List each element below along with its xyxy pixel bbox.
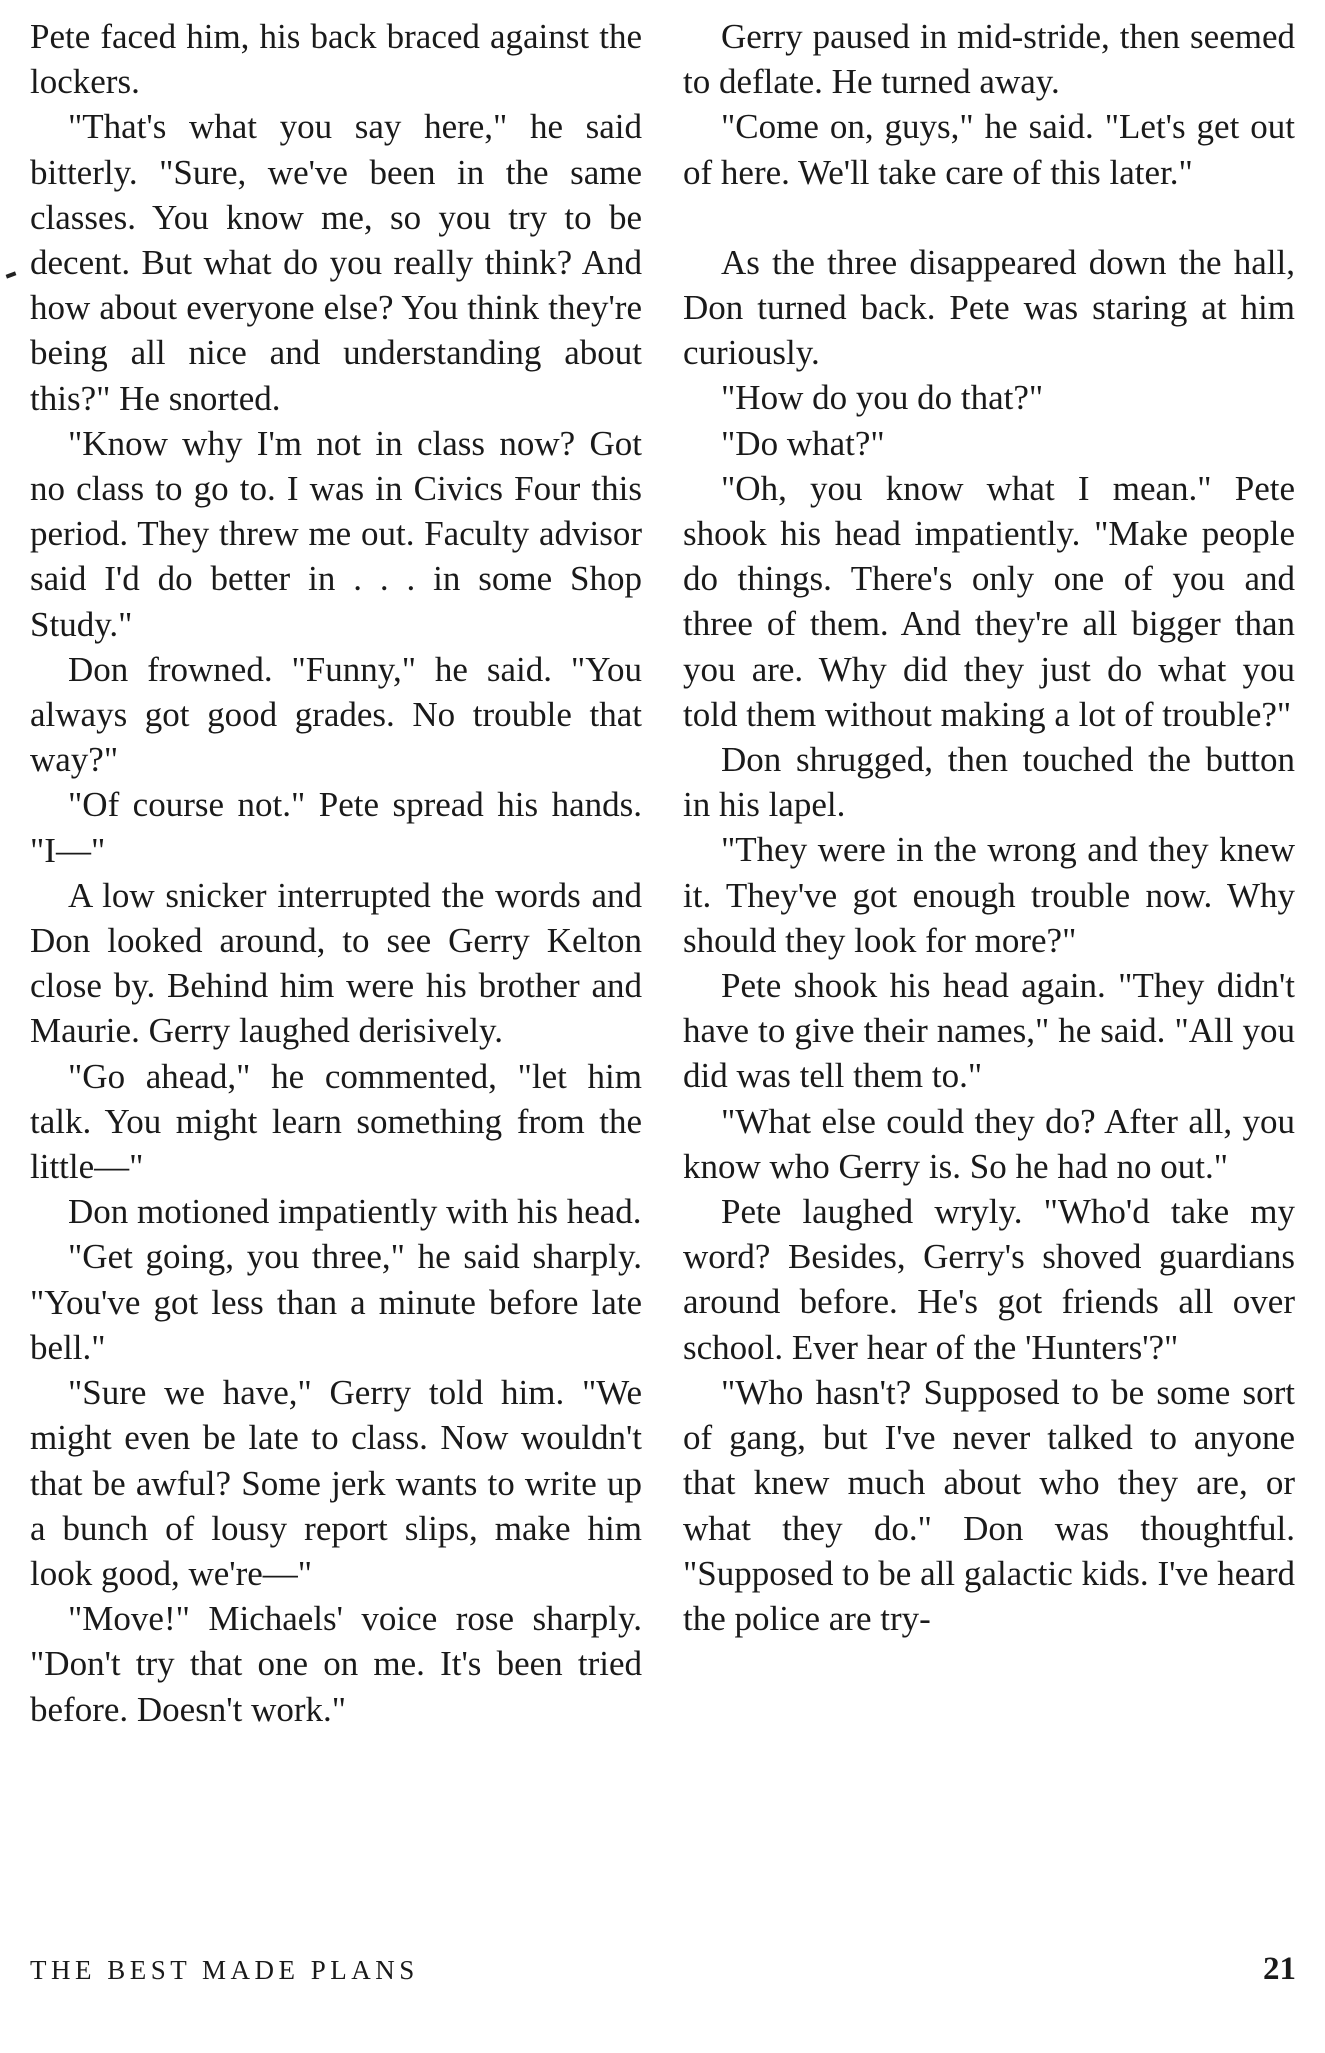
paragraph: As the three disappeared down the hall, Don turned back. Pete was staring at him curiously. — [683, 242, 1295, 373]
paragraph: "Go ahead," he commented, "let him talk. You might learn something from the little—" — [30, 1056, 642, 1187]
paragraph: "What else could they do? After all, you know who Gerry is. So he had no out." — [683, 1101, 1295, 1186]
paragraph: Don shrugged, then touched the button in his lapel. — [683, 740, 1295, 825]
paragraph: Gerry paused in mid-stride, then seemed to deflate. He turned away. — [683, 17, 1295, 102]
paragraph: Pete shook his head again. "They didn't have to give their names," he said. "All you did was tell them to." — [683, 966, 1295, 1096]
paragraph: Pete faced him, his back braced against the lockers. — [30, 17, 642, 102]
left-text-column — [30, 14, 642, 1732]
paragraph: "How do you do that?" — [721, 378, 1044, 418]
paragraph: Pete laughed wryly. "Who'd take my word? Besides, Gerry's shoved guardians around before. He's got friends all over school. Ever hear of the 'Hunters'?" — [683, 1192, 1295, 1367]
paragraph: "Come on, guys," he said. "Let's get out of here. We'll take care of this later." — [683, 107, 1295, 192]
paragraph: "Move!" Michaels' voice rose sharply. "Don't try that one on me. It's been tried before. Doesn't work." — [30, 1599, 642, 1729]
page-footer — [30, 1951, 1296, 1995]
paragraph: A low snicker interrupted the words and Don looked around, to see Gerry Kelton close by. Behind him were his brother and Maurie. Gerry laughed derisively. — [30, 875, 642, 1051]
paragraph: "Know why I'm not in class now? Got no class to go to. I was in Civics Four this period. They threw me out. Faculty advisor said I'd do better in . . . in some Shop Study." — [30, 423, 642, 644]
paragraph: Don motioned impatiently with his head. — [68, 1192, 642, 1232]
stray-ink-mark — [6, 271, 17, 278]
running-title: THE BEST MADE PLANS — [30, 1955, 419, 1985]
paragraph: "Who hasn't? Supposed to be some sort of gang, but I've never talked to anyone that knew much about who they are, or what they do." Don was thoughtful. "Supposed to be all galactic kids. I've heard the police are try- — [683, 1372, 1295, 1638]
right-text-column — [683, 14, 1295, 1641]
paragraph: Don frowned. "Funny," he said. "You always got good grades. No trouble that way?" — [30, 649, 642, 780]
paragraph: "Do what?" — [721, 423, 885, 463]
page-number: 21 — [1263, 1951, 1296, 1987]
paragraph: "Get going, you three," he said sharply. "You've got less than a minute before late bell." — [30, 1237, 642, 1367]
paragraph: "Of course not." Pete spread his hands. "I—" — [30, 785, 642, 870]
paragraph: "Sure we have," Gerry told him. "We might even be late to class. Now wouldn't that be awful? Some jerk wants to write up a bunch of lousy report slips, make him look good, we're—" — [30, 1373, 642, 1593]
paragraph: "That's what you say here," he said bitterly. "Sure, we've been in the same classes. You know me, so you try to be decent. But what do you really think? And how about everyone else? You think they're being all nice and understanding about this?" He snorted. — [30, 107, 642, 418]
paragraph: "Oh, you know what I mean." Pete shook his head impatiently. "Make people do things. There's only one of you and three of them. And they're all bigger than you are. Why did they just do what you told them without making a lot of trouble?" — [683, 468, 1295, 734]
paragraph: "They were in the wrong and they knew it. They've got enough trouble now. Why should they look for more?" — [683, 830, 1295, 960]
